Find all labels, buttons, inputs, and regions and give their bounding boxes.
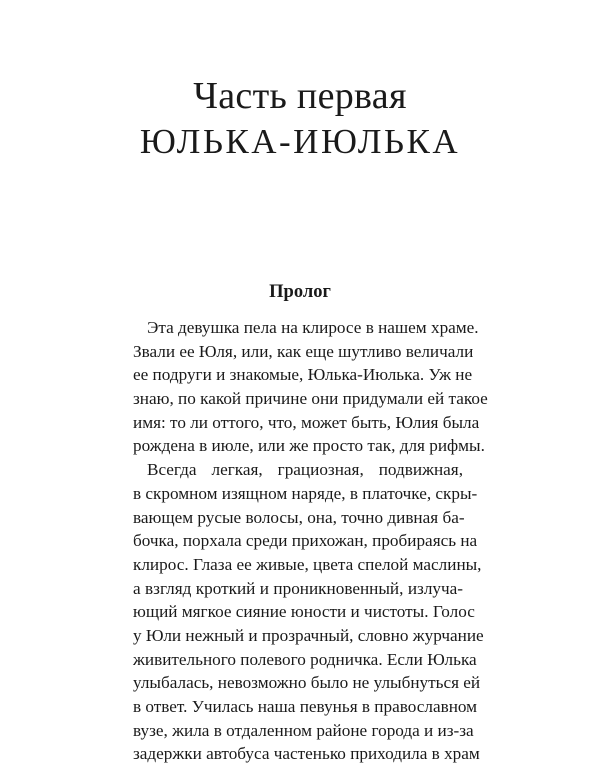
text-line: в ответ. Училась наша певунья в православном	[133, 697, 478, 716]
text-line: Всегда легкая, грациозная, подвижная,	[147, 460, 463, 480]
text-line: улыбалась, невозможно было не улыбнуться ей	[133, 673, 481, 693]
text-line: ющий мягкое сияние юности и чистоты. Голос	[133, 602, 475, 622]
text-line: Эта девушка пела на клиросе в нашем храме.	[147, 318, 479, 337]
part-subtitle: ЮЛЬКА-ИЮЛЬКА	[139, 122, 461, 161]
text-line: вузе, жила в отдаленном районе города и из-за	[133, 720, 474, 740]
text-line: ее подруги и знакомые, Юлька-Июлька. Уж не	[133, 365, 473, 385]
section-heading: Пролог	[269, 282, 331, 302]
text-line: в скромном изящном наряде, в платочке, скры-	[133, 483, 478, 503]
text-line: имя: то ли оттого, что, может быть, Юлия была	[133, 412, 480, 432]
text-line: Звали ее Юля, или, как еще шутливо величали	[133, 341, 474, 361]
text-line: живительного полевого родничка. Если Юлька	[133, 649, 477, 669]
text-line: знаю, по какой причине они придумали ей такое	[133, 389, 488, 409]
text-line: а взгляд кроткий и проникновенный, излуча-	[133, 578, 463, 598]
text-line: бочка, порхала среди прихожан, пробираясь на	[133, 531, 478, 551]
part-title: Часть первая	[193, 75, 407, 117]
text-line: задержки автобуса частенько приходила в храм	[133, 744, 480, 764]
text-line: у Юли нежный и прозрачный, словно журчание	[133, 625, 484, 645]
text-line: рождена в июле, или же просто так, для рифмы.	[133, 436, 485, 456]
text-line: клирос. Глаза ее живые, цвета спелой маслины,	[133, 554, 482, 574]
text-line: вающем русые волосы, она, точно дивная ба-	[133, 507, 465, 527]
body-text	[133, 316, 488, 766]
